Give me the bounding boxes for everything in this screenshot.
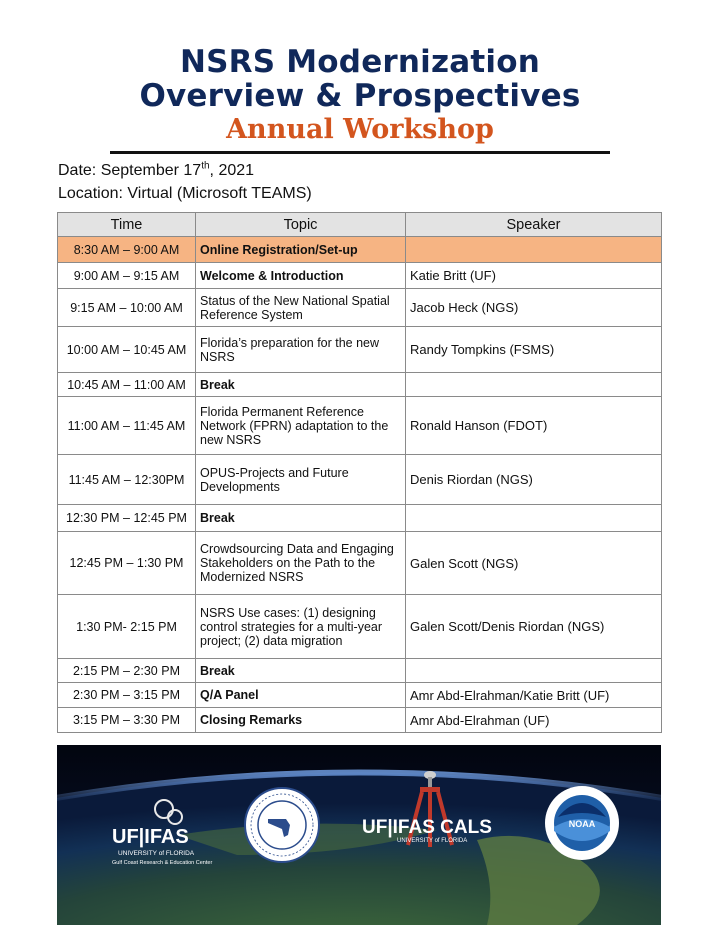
column-header-topic: Topic: [196, 213, 406, 237]
session-speaker: Galen Scott/Denis Riordan (NGS): [406, 595, 662, 659]
table-row: [58, 708, 662, 733]
session-topic: Crowdsourcing Data and Engaging Stakeholders on the Path to the Modernized NSRS: [196, 532, 406, 595]
table-row: [58, 505, 662, 532]
session-time: 12:30 PM – 12:45 PM: [58, 505, 196, 532]
svg-text:Gulf Coast Research & Educatio: Gulf Coast Research & Education Center: [112, 860, 213, 866]
sponsor-banner: [57, 745, 661, 925]
table-row: [58, 455, 662, 505]
session-speaker: Katie Britt (UF): [406, 263, 662, 289]
session-speaker: [406, 237, 662, 263]
table-row: [58, 289, 662, 327]
session-speaker: Amr Abd-Elrahman/Katie Britt (UF): [406, 683, 662, 708]
title-divider: [110, 151, 610, 154]
session-topic: Break: [196, 505, 406, 532]
session-topic: Florida’s preparation for the new NSRS: [196, 327, 406, 373]
table-row: [58, 373, 662, 397]
session-topic: Online Registration/Set-up: [196, 237, 406, 263]
session-time: 10:00 AM – 10:45 AM: [58, 327, 196, 373]
title-line-2: Overview & Prospectives: [139, 78, 581, 114]
table-row: [58, 595, 662, 659]
session-speaker: [406, 659, 662, 683]
session-speaker: [406, 373, 662, 397]
noaa-logo: [545, 786, 619, 860]
session-time: 9:00 AM – 9:15 AM: [58, 263, 196, 289]
session-time: 1:30 PM- 2:15 PM: [58, 595, 196, 659]
session-time: 2:15 PM – 2:30 PM: [58, 659, 196, 683]
session-time: 2:30 PM – 3:15 PM: [58, 683, 196, 708]
session-topic: Q/A Panel: [196, 683, 406, 708]
table-row: [58, 237, 662, 263]
svg-text:UF|IFAS CALS: UF|IFAS CALS: [362, 817, 492, 838]
schedule-table: [57, 212, 662, 733]
session-topic: Florida Permanent Reference Network (FPRN) adaptation to the new NSRS: [196, 397, 406, 455]
table-row: [58, 327, 662, 373]
column-header-time: Time: [58, 213, 196, 237]
session-topic: NSRS Use cases: (1) designing control strategies for a multi-year project; (2) data migration: [196, 595, 406, 659]
session-topic: Break: [196, 659, 406, 683]
session-time: 9:15 AM – 10:00 AM: [58, 289, 196, 327]
session-speaker: Denis Riordan (NGS): [406, 455, 662, 505]
session-topic: Break: [196, 373, 406, 397]
session-time: 3:15 PM – 3:30 PM: [58, 708, 196, 733]
session-time: 8:30 AM – 9:00 AM: [58, 237, 196, 263]
svg-text:UNIVERSITY of FLORIDA: UNIVERSITY of FLORIDA: [118, 850, 195, 857]
svg-text:UNIVERSITY of FLORIDA: UNIVERSITY of FLORIDA: [397, 838, 468, 844]
session-topic: Closing Remarks: [196, 708, 406, 733]
title-line-1: NSRS Modernization: [180, 44, 540, 80]
session-time: 10:45 AM – 11:00 AM: [58, 373, 196, 397]
session-speaker: [406, 505, 662, 532]
session-speaker: Jacob Heck (NGS): [406, 289, 662, 327]
session-speaker: Ronald Hanson (FDOT): [406, 397, 662, 455]
svg-text:UF|IFAS: UF|IFAS: [112, 826, 189, 848]
fsms-seal-logo: [245, 788, 319, 862]
event-date: Date: September 17th, 2021: [58, 160, 255, 179]
svg-text:NOAA: NOAA: [568, 819, 596, 829]
subtitle: Annual Workshop: [226, 114, 494, 145]
event-location: Location: Virtual (Microsoft TEAMS): [58, 185, 312, 202]
column-header-speaker: Speaker: [406, 213, 662, 237]
table-row: [58, 263, 662, 289]
session-speaker: Randy Tompkins (FSMS): [406, 327, 662, 373]
table-row: [58, 532, 662, 595]
schedule-header-row: [58, 213, 662, 237]
session-speaker: Amr Abd-Elrahman (UF): [406, 708, 662, 733]
session-speaker: Galen Scott (NGS): [406, 532, 662, 595]
session-topic: OPUS-Projects and Future Developments: [196, 455, 406, 505]
table-row: [58, 397, 662, 455]
session-time: 11:45 AM – 12:30PM: [58, 455, 196, 505]
session-topic: Welcome & Introduction: [196, 263, 406, 289]
table-row: [58, 683, 662, 708]
table-row: [58, 659, 662, 683]
session-time: 12:45 PM – 1:30 PM: [58, 532, 196, 595]
session-time: 11:00 AM – 11:45 AM: [58, 397, 196, 455]
session-topic: Status of the New National Spatial Reference System: [196, 289, 406, 327]
